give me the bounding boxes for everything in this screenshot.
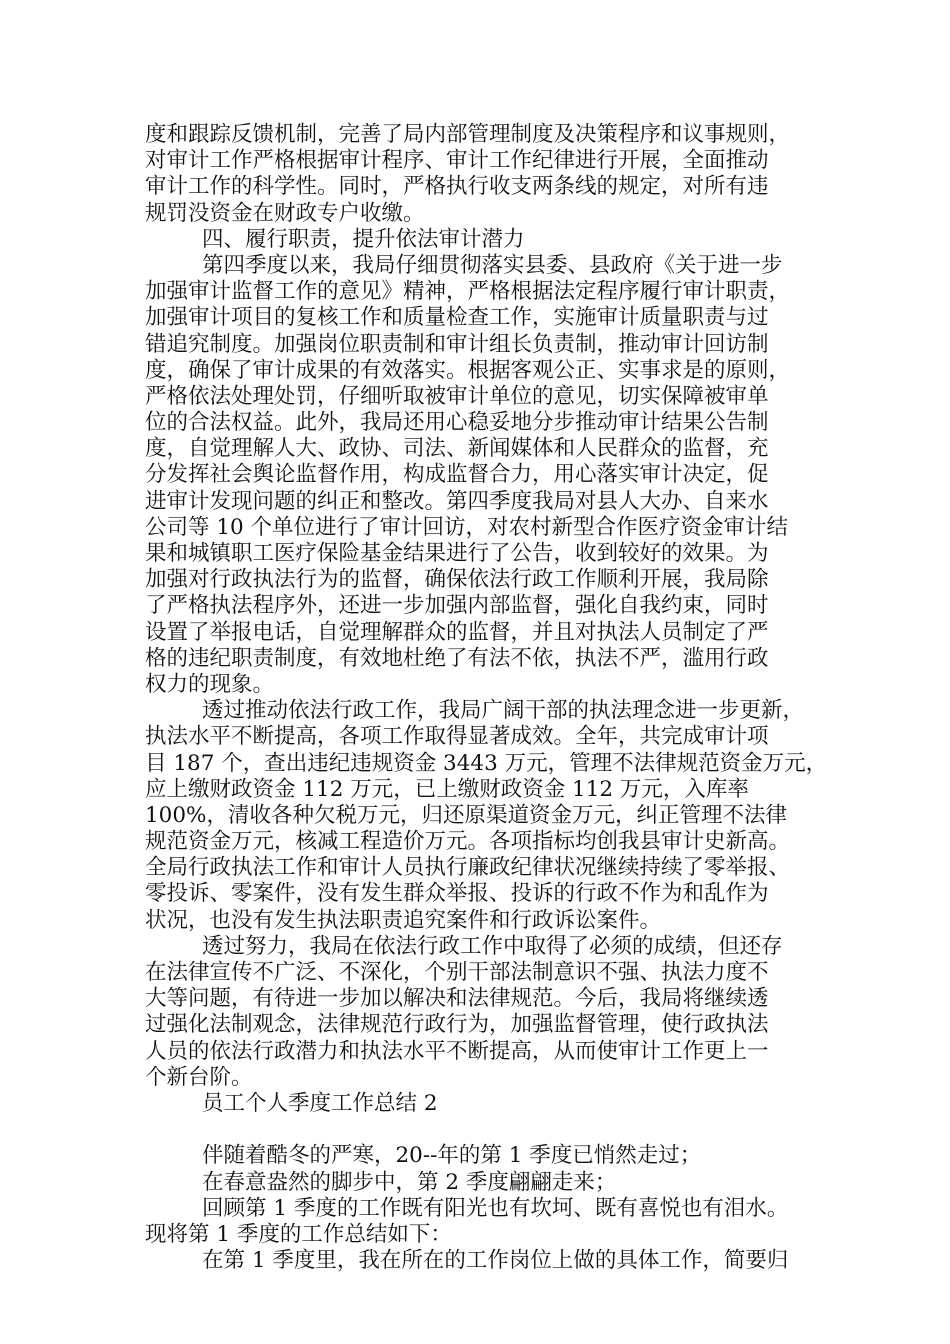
text-line: 规罚没资金在财政专户收缴。 (145, 200, 425, 226)
text-line: 公司等 10 个单位进行了审计回访，对农村新型合作医疗资金审计结 (145, 514, 789, 540)
text-line: 零投诉、零案件，没有发生群众举报、投诉的行政不作为和乱作为 (145, 881, 769, 907)
text-line: 权力的现象。 (145, 671, 275, 697)
text-line: 对审计工作严格根据审计程序、审计工作纪律进行开展，全面推动 (145, 148, 769, 174)
text-line: 度和跟踪反馈机制，完善了局内部管理制度及决策程序和议事规则， (145, 122, 791, 147)
text-line: 全局行政执法工作和审计人员执行廉政纪律状况继续持续了零举报、 (145, 855, 791, 881)
text-line: 透过推动依法行政工作，我局广阔干部的执法理念进一步更新， (202, 698, 805, 724)
text-line: 现将第 1 季度的工作总结如下： (145, 1221, 452, 1247)
text-line: 度，确保了审计成果的有效落实。根据客观公正、实事求是的原则， (145, 357, 791, 383)
blank-line (145, 1117, 825, 1143)
text-line: 进审计发现问题的纠正和整改。第四季度我局对县人大办、自来水 (145, 488, 769, 514)
text-line: 第四季度以来，我局仔细贯彻落实县委、县政府《关于进一步 (202, 252, 783, 278)
text-line: 在春意盎然的脚步中，第 2 季度翩翩走来； (202, 1169, 617, 1195)
text-line: 个新台阶。 (145, 1064, 253, 1090)
text-line: 设置了举报电话，自觉理解群众的监督，并且对执法人员制定了严 (145, 619, 769, 645)
text-line: 执法水平不断提高，各项工作取得显著成效。全年，共完成审计项 (145, 724, 769, 750)
text-line: 回顾第 1 季度的工作既有阳光也有坎坷、既有喜悦也有泪水。 (202, 1195, 789, 1221)
text-line: 在第 1 季度里，我在所在的工作岗位上做的具体工作，简要归 (202, 1248, 789, 1274)
text-line: 规范资金万元，核减工程造价万元。各项指标均创我县审计史新高。 (145, 829, 791, 855)
text-line: 目 187 个，查出违纪违规资金 3443 万元，管理不法律规范资金万元， (145, 750, 828, 776)
text-line: 错追究制度。加强岗位职责制和审计组长负责制，推动审计回访制 (145, 331, 769, 357)
text-line: 过强化法制观念，法律规范行政行为，加强监督管理，使行政执法 (145, 1012, 769, 1038)
text-line: 加强审计项目的复核工作和质量检查工作，实施审计质量职责与过 (145, 305, 769, 331)
text-line: 审计工作的科学性。同时，严格执行收支两条线的规定，对所有违 (145, 174, 769, 200)
text-line: 透过努力，我局在依法行政工作中取得了必须的成绩，但还存 (202, 933, 783, 959)
document-body (145, 122, 828, 1274)
text-line: 严格依法处理处罚，仔细听取被审计单位的意见，切实保障被审单 (145, 383, 769, 409)
text-line: 在法律宣传不广泛、不深化，个别干部法制意识不强、执法力度不 (145, 960, 769, 985)
text-line: 度，自觉理解人大、政协、司法、新闻媒体和人民群众的监督，充 (145, 436, 769, 462)
text-line: 位的合法权益。此外，我局还用心稳妥地分步推动审计结果公告制 (145, 410, 769, 436)
text-line: 了严格执法程序外，还进一步加强内部监督，强化自我约束，同时 (145, 593, 769, 619)
text-line: 分发挥社会舆论监督作用，构成监督合力，用心落实审计决定，促 (145, 462, 769, 488)
text-line: 四、履行职责，提升依法审计潜力 (202, 226, 525, 252)
text-line: 员工个人季度工作总结 2 (202, 1090, 438, 1116)
text-line: 状况，也没有发生执法职责追究案件和行政诉讼案件。 (145, 907, 662, 933)
text-line: 100%，清收各种欠税万元，归还原渠道资金万元，纠正管理不法律 (145, 802, 787, 828)
text-line: 果和城镇职工医疗保险基金结果进行了公告，收到较好的效果。为 (145, 541, 769, 566)
text-line: 人员的依法行政潜力和执法水平不断提高，从而使审计工作更上一 (145, 1038, 769, 1064)
text-line: 加强对行政执法行为的监督，确保依法行政工作顺利开展，我局除 (145, 567, 769, 593)
text-line: 伴随着酷冬的严寒，20--年的第 1 季度已悄然走过； (202, 1143, 702, 1169)
text-line: 大等问题，有待进一步加以解决和法律规范。今后，我局将继续透 (145, 986, 769, 1012)
text-line: 格的违纪职责制度，有效地杜绝了有法不依，执法不严，滥用行政 (145, 645, 769, 671)
text-line: 应上缴财政资金 112 万元，已上缴财政资金 112 万元，入库率 (145, 776, 749, 802)
text-line: 加强审计监督工作的意见》精神，严格根据法定程序履行审计职责， (145, 279, 791, 305)
